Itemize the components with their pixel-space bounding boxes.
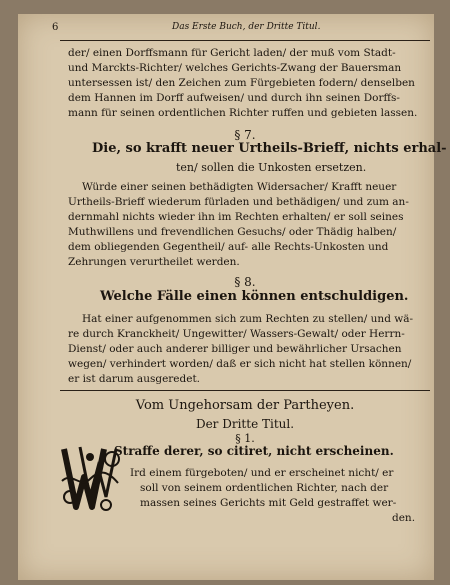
text-line: massen seines Gerichts mit Geld gestraffet wer- (140, 497, 397, 509)
text-line: und Marckts-Richter/ welches Gerichts-Zwang der Bauersman (68, 62, 402, 74)
section-7-title: Die, so krafft neuer Urtheils-Brieff, nichts erhal- (92, 141, 447, 156)
text-line: Zehrungen verurtheilet werden. (68, 256, 240, 268)
text-line: re durch Kranckheit/ Ungewitter/ Wassers-Gewalt/ oder Herrn- (68, 328, 405, 340)
section-7-number: § 7. (234, 128, 256, 142)
text-line: Würde einer seinen bethädigten Widersacher/ Krafft neuer (82, 181, 397, 193)
text-line: Dienst/ oder auch anderer billiger und bewährlicher Ursachen (68, 343, 402, 355)
text-line: mann für seinen ordentlichen Richter ruffen und gebieten lassen. (68, 107, 418, 119)
header-rule (60, 40, 430, 41)
text-line: Muthwillens und frevendlichen Gesuchs/ oder Thädig halben/ (68, 226, 397, 238)
text-line: dem obliegenden Gegentheil/ auf- alle Rechts-Unkosten und (68, 241, 389, 253)
text-line: untersessen ist/ den Zeichen zum Fürgebieten fodern/ denselben (68, 77, 415, 89)
text-line: den. (392, 512, 416, 524)
text-line: soll von seinem ordentlichen Richter, nach der (140, 482, 389, 494)
section-8-number: § 8. (234, 275, 256, 289)
section-8-title: Welche Fälle einen können entschuldigen. (100, 289, 409, 304)
part-title: Vom Ungehorsam der Partheyen. (135, 398, 355, 413)
text-line: der/ einen Dorffsmann für Gericht laden/ der muß vom Stadt- (68, 47, 396, 59)
text-line: Urtheils-Brieff wiederum fürladen und bethädigen/ und zum an- (68, 196, 409, 208)
section-rule (60, 390, 430, 391)
running-title: Das Erste Buch, der Dritte Titul. (172, 22, 321, 32)
section-7-title-cont: ten/ sollen die Unkosten ersetzen. (176, 161, 367, 174)
running-header (52, 22, 432, 36)
section-1-number: § 1. (235, 432, 255, 445)
text-line: wegen/ verhindert worden/ daß er sich nicht hat stellen können/ (68, 358, 412, 370)
page-number: 6 (52, 22, 59, 33)
text-line: Hat einer aufgenommen sich zum Rechten zu stellen/ und wä- (82, 313, 414, 325)
text-line: er ist darum ausgeredet. (68, 373, 201, 385)
text-line: Ird einem fürgeboten/ und er erscheinet nicht/ er (130, 467, 394, 479)
section-1-title: Straffe derer, so citiret, nicht erscheinen. (114, 444, 394, 458)
text-line: dem Hannen im Dorff aufweisen/ und durch ihn seinen Dorffs- (68, 92, 400, 104)
part-subtitle: Der Dritte Titul. (195, 417, 295, 431)
text-line: dernmahl nichts wieder ihn im Rechten erhalten/ er soll seines (68, 211, 404, 223)
decorated-initial-w-icon (60, 437, 122, 517)
